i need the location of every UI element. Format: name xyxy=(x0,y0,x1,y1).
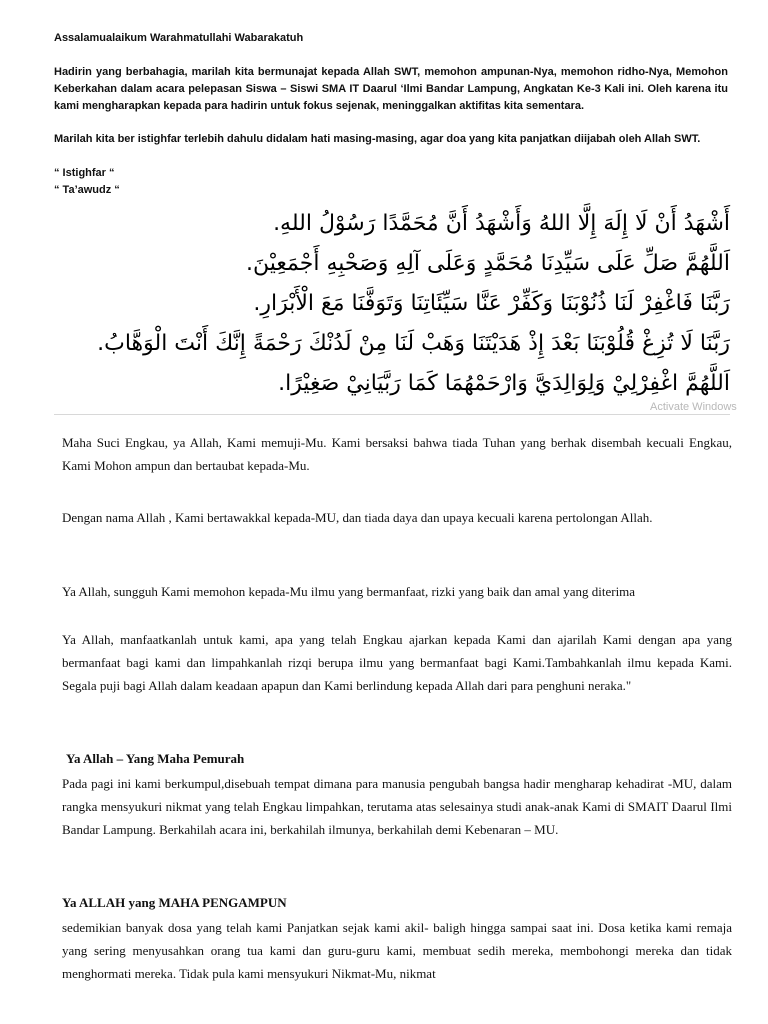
arabic-line: اَللَّهُمَّ اغْفِرْلِيْ وَلِوَالِدَيَّ وَارْحَمْهُمَا كَمَا رَبَّيَانِيْ صَغِيْرًا. xyxy=(278,371,730,396)
activation-watermark: Activate Windows xyxy=(650,401,737,413)
taawudz-line: “ Ta’awudz “ xyxy=(54,184,120,196)
arabic-line: أَشْهَدُ أَنْ لَا إِلَهَ إِلَّا اللهُ وَأَشْهَدُ أَنَّ مُحَمَّدًا رَسُوْلُ اللهِ. xyxy=(273,211,730,236)
section-divider xyxy=(54,414,730,415)
paragraph-maha-pemurah: Pada pagi ini kami berkumpul,disebuah tempat dimana para manusia pengubah bangsa hadir mengharap kehadirat -MU, dalam rangka mensyukuri nikmat yang telah Engkau limpahkan, terutama atas selesainya studi anak-anak Kami di SMAIT Daarul Ilmi Bandar Lampung. Berkahilah acara ini, berkahilah ilmunya, berkahilah demi Kebenaran – MU. xyxy=(62,776,732,837)
greeting: Assalamualaikum Warahmatullahi Wabarakatuh xyxy=(54,32,304,44)
istighfar-invite-paragraph: Marilah kita ber istighfar terlebih dahulu didalam hati masing-masing, agar doa yang kita panjatkan diijabah oleh Allah SWT. xyxy=(54,133,701,145)
heading-maha-pemurah: Ya Allah – Yang Maha Pemurah xyxy=(66,751,245,766)
arabic-line: رَبَّنَا لَا تُزِغْ قُلُوْبَنَا بَعْدَ إِذْ هَدَيْتَنَا وَهَبْ لَنَا مِنْ لَدُنْكَ رَحْمَةً إِنَّكَ أَنْتَ الْوَهَّابُ. xyxy=(97,331,730,356)
paragraph-maha-pengampun: sedemikian banyak dosa yang telah kami Panjatkan sejak kami akil- baligh hingga sampai saat ini. Dosa ketika kami remaja yang sering menyusahkan orang tua kami dan guru-guru kami, membuat sedih mereka, membohongi mereka dan tidak menghormati mereka. Tidak pula kami mensyukuri Nikmat-Mu, nikmat xyxy=(62,920,732,981)
intro-paragraph: Hadirin yang berbahagia, marilah kita bermunajat kepada Allah SWT, memohon ampunan-Nya, memohon ridho-Nya, Memohon Keberkahan dalam acara pelepasan Siswa – Siswi SMA IT Daarul ‘Ilmi Bandar Lampung, Angkatan Ke-3 Kali ini. Oleh karena itu kami mengharapkan kepada para hadirin untuk fokus sejenak, meninggalkan aktifitas kita sementara. xyxy=(54,66,728,112)
heading-maha-pengampun: Ya ALLAH yang MAHA PENGAMPUN xyxy=(62,895,287,910)
paragraph-manfaatkan: Ya Allah, manfaatkanlah untuk kami, apa yang telah Engkau ajarkan kepada Kami dan ajarilah Kami dengan apa yang bermanfaat bagi kami dan limpahkanlah rizqi berupa ilmu yang bermanfaat bagi Kami.Tambahkanlah ilmu kepada Kami. Segala puji bagi Allah dalam keadaan apapun dan Kami berlindung kepada Allah dari para penghuni neraka." xyxy=(62,632,732,693)
paragraph-dengan-nama: Dengan nama Allah , Kami bertawakkal kepada-MU, dan tiada daya dan upaya kecuali karena pertolongan Allah. xyxy=(62,510,653,525)
arabic-prayer-block xyxy=(97,204,737,413)
istighfar-line: “ Istighfar “ xyxy=(54,167,115,179)
arabic-line: رَبَّنَا فَاغْفِرْ لَنَا ذُنُوْبَنَا وَكَفِّرْ عَنَّا سَيِّئَاتِنَا وَتَوَفَّنَا مَعَ الْأَبْرَارِ. xyxy=(253,291,730,316)
arabic-line: اَللَّهُمَّ صَلِّ عَلَى سَيِّدِنَا مُحَمَّدٍ وَعَلَى آلِهِ وَصَحْبِهِ أَجْمَعِيْنَ. xyxy=(246,251,730,276)
paragraph-maha-suci: Maha Suci Engkau, ya Allah, Kami memuji-Mu. Kami bersaksi bahwa tiada Tuhan yang berhak disembah kecuali Engkau, Kami Mohon ampun dan bertaubat kepada-Mu. xyxy=(62,435,732,473)
paragraph-sungguh: Ya Allah, sungguh Kami memohon kepada-Mu ilmu yang bermanfaat, rizki yang baik dan amal yang diterima xyxy=(62,584,636,599)
